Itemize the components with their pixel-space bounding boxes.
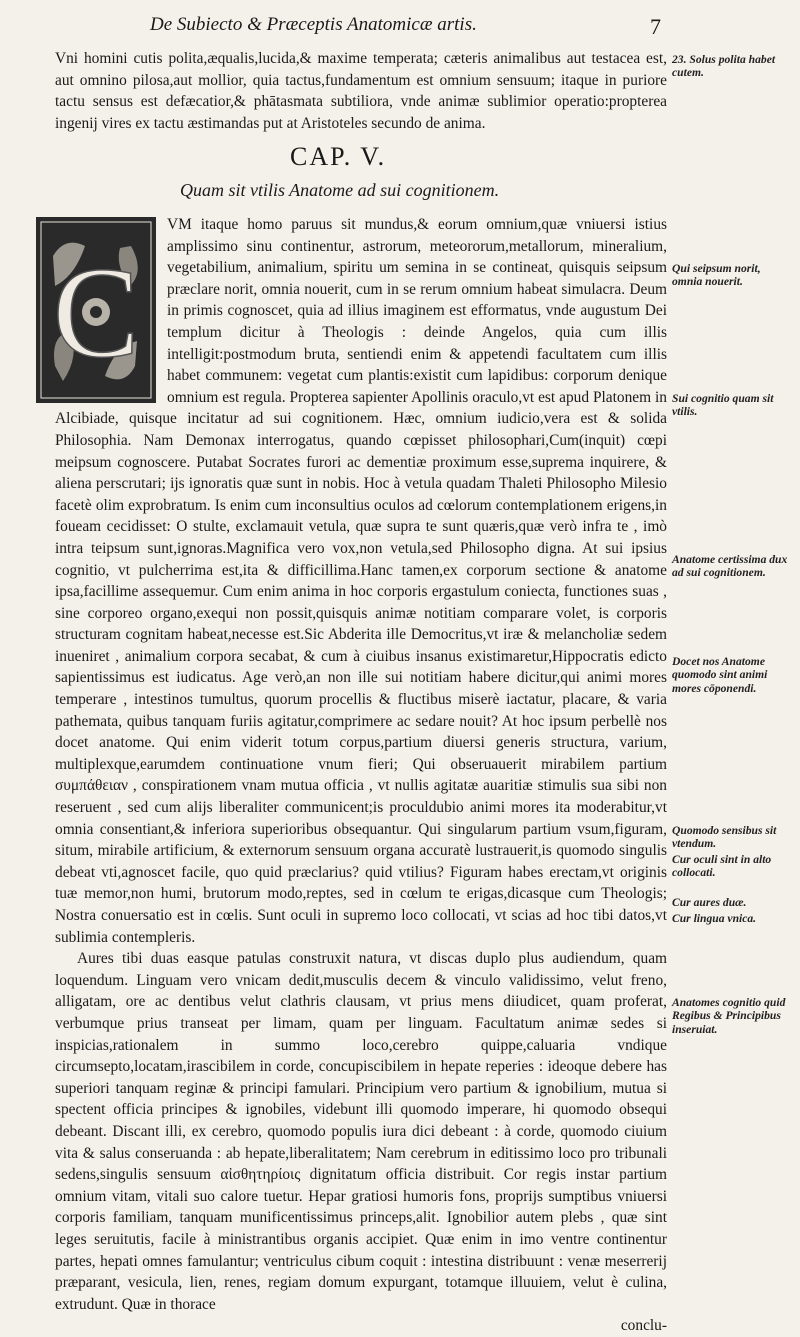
margin-note: Qui seipsum norit, omnia nouerit. (672, 262, 761, 289)
chapter-paragraph-2: Aures tibi duas easque patulas construxit natura, vt discas duplo plus audiendum, quam loquendum. Linguam vero vnicam dedit,musculis decem & vinculo validissimo, velut freno, alligatam, ore ac dentibus velut clathris clausam, vt prius mens diiudicet, quam proferat, verbumque prius transeat per limam, quam per linguam. Facultatum animæ sedes si inspicias,rationalem in summo loco,cerebro quippe,caluaria vndique circumsepto,locatam,irascibilem in corde, concupiscibilem in hepate reperies : ideoque debere has superiori tanquam reginæ & principi famulari. Principium vero partium & ignobilium, mutua si spectent officia principes & ignobiles, videbunt illi quomodo imperare, hi quomodo obsequi debeant. Discant illi, ex cerebro, quomodo populis iura dici debeant : à corde, quomodo ciuium vita & salus conseruanda : ab hepate,liberalitatem; Nam cerebrum in editissimo loco pro tribunali sedens,singulis sensuum αἰσθητηρίοις dignitatum officia distribuit. Cor regis instar partium omnium vitam, vitali suo calore tuetur. Hepar gratiosi humoris fons, proprijs sumptibus vniuersi corporis familiam, tanquam munificentissimus princeps,alit. Ignobilior autem plebs , quæ sint leges seruitutis, facile à ministrantibus organis accipiet. Quæ enim in imo ventre continentur partes, hepati omnes famulantur; ventriculus cibum coquit : intestina distribuunt : venæ meserrerij præparant, vesicula, lien, renes, regiam domum expurgant, totamque illuuiem, velut è culina, extrudunt. Quæ in thorace (55, 950, 667, 1313)
margin-note: Sui cognitio quam sit vtilis. (672, 392, 774, 419)
margin-note: Quomodo sensibus sit vtendum. (672, 824, 777, 851)
intro-paragraph: Vni homini cutis polita,æqualis,lucida,& maxime temperata; cæteris animalibus aut testacea est, aut omnino pilosa,aut mollior, quia tactus,fundamentum est omnium sensuum; itaque in puriore tactu sensus est defæcatior,& phātasmata subtiliora, vnde animæ sublimior operatio:propterea ingenij vires ex tactu æstimandas put at Aristoteles secundo de anima. (55, 50, 667, 132)
chapter-subtitle: Quam sit vtilis Anatome ad sui cognitionem. (180, 180, 500, 200)
margin-note: Cur lingua vnica. (672, 912, 757, 925)
margin-note: Anatome certissima dux ad sui cognitionem. (672, 553, 788, 580)
margin-note: Cur oculi sint in alto collocati. (672, 853, 772, 880)
chapter-body (52, 214, 667, 1337)
margin-note: Docet nos Anatome quomodo sint animi mores cōponendi. (672, 655, 768, 695)
margin-note: Cur aures duæ. (672, 896, 747, 909)
chapter-paragraph-1: VM itaque homo paruus sit mundus,& eorum omnium,quæ vniuersi istius amplissimo sinu continentur, astrorum, meteororum,metallorum, mineralium, vegetabilium, animalium, spiritu um semina in se contineat, quisquis seipsum præclare norit, omnia nouerit, cum in se rerum omnium habeat simulacra. Deum in primis cognoscet, quia ad illius imaginem est efformatus, vnde augustum Dei templum dicitur à Theologis : deinde Angelos, quia cum illis intelligit:postmodum bruta, sentiendi enim & appetendi facultatem cum illis habet communem: vegetat cum plantis:existit cum lapidibus: corporum denique omnium est regula. Propterea sapienter Apollinis oraculo,vt est apud Platonem in Alcibiade, quisque incitatur ad sui cognitionem. Hæc, omnium iudicio,vera est & solida Philosophia. Nam Demonax interrogatus, quando cœpisset philosophari,Cum(inquit) cœpi meipsum cognoscere. Putabat Socrates furori ac dementiæ proximum esse,suprema inquirere, & aliena perscrutari; ijs ignoratis quæ sunt in nobis. Hoc à vetula quadam Thaleti Philosopho Milesio facetè olim exprobratum. Is enim cum inconsultius oculos ad cœlorum contemplationem erigens,in foueam cecidisset: O stulte, exclamauit vetula, quæ supra te sunt quæris,quæ verò infra te , imò intra teipsum sunt,ignoras.Magnifica vero vox,non vetula,sed Philosopho digna. At sui ipsius cognitio, vt pulcherrima est,ita & difficillima.Hanc tamen,ex corporum sectione & anatome ipsa,facillime assequemur. Cum enim anima in hoc corporis ergastulum coniecta, functiones suas , sine corporeo organo,exequi non possit,quisquis animæ notitiam comparare volet, is corporis structuram cognitam habeat,necesse est.Sic Abderita ille Democritus,vt iræ & melancholiæ sedem inueniret , animalium corpora secabat, & cum à ciuibus insanus existimaretur,Hippocratis edicto sapientissimus est iudicatus. Age verò,an non ille sui notitiam habere dicitur,qui animi mores temperare , intestinos tumultus, quorum procellis & fluctibus miserè iactatur, placare, & varia pathemata, quibus tanquam furiis agitatur,comprimere ac sedare nouit? At hoc ipsum perbellè nos docet anatome. Qui enim viderit totum corpus,partium diuersi generis structura, varium, multiplexque,earumdem continuatione vnum fieri; Qui obseruauerit mirabilem partium συμπάθειαν , conspirationem vnam mutua officia , vt nullis agitatæ auaritiæ stimulis sua sibi non reseruent , sed cum alijs liberaliter communicent;is proculdubio animi mores ita moderabitur,vt omnia consentiant,& inferiora superioribus obsequantur. Qui singularum partium vsum,figuram, situm, mirabile artificium, & externorum sensuum organa accuratè lustrauerit,is quomodo singulis debeat vti,agnoscet facile, quo quid præclarius? quid vtilius? Figuram habes erectam,vt originis tuæ memor,non humi, brutorum modo,reptes, sed in cœlum te erigas,dicasque cum Theologis; Nostra conuersatio est in cœlis. Sunt oculi in supremo loco collocati, vt scias ad hoc tibi datos,vt sublimia contempleris. (55, 216, 667, 946)
margin-note: 23. Solus polita habet cutem. (672, 53, 776, 80)
drop-cap-letter: C (52, 241, 140, 385)
margin-note: Anatomes cognitio quid Regibus & Principibus inseruiat. (672, 996, 786, 1036)
running-title: De Subiecto & Præceptis Anatomicæ artis. (150, 14, 477, 35)
chapter-heading: CAP. V. (290, 142, 387, 171)
catchword: conclu- (620, 1317, 667, 1335)
ornamental-initial (35, 216, 157, 404)
page-number: 7 (650, 14, 661, 39)
